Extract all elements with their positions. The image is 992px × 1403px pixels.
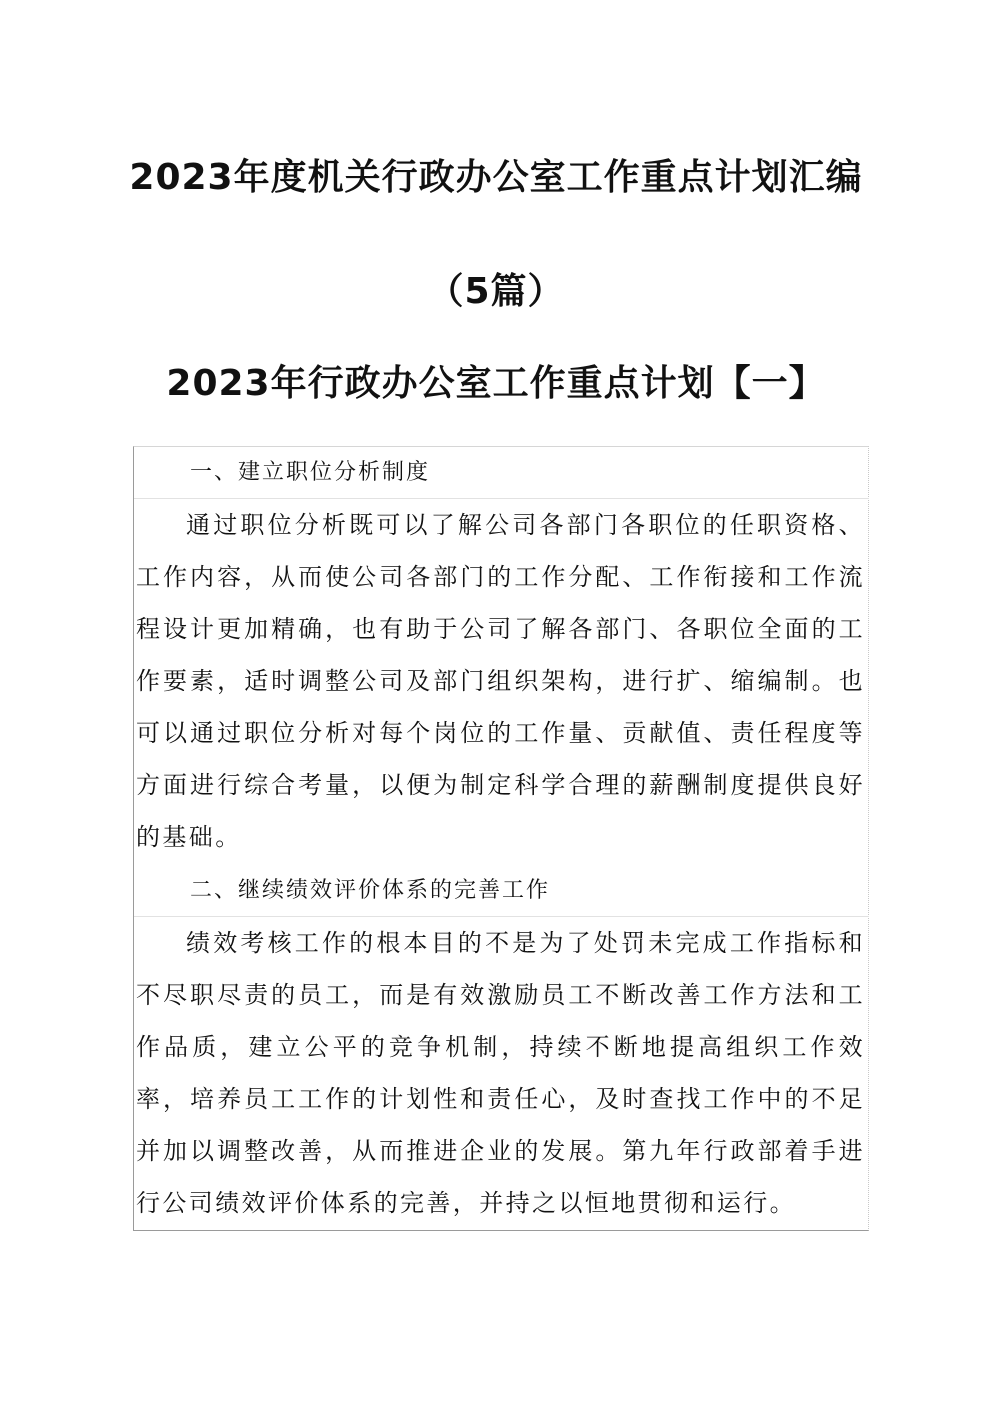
document-title: 2023年度机关行政办公室工作重点计划汇编	[129, 157, 863, 198]
section-paragraph: 通过职位分析既可以了解公司各部门各职位的任职资格、工作内容，从而使公司各部门的工作分配、工作衔接和工作流程设计更加精确，也有助于公司了解各部门、各职位全面的工作要素，适时调整公司及部门组织架构，进行扩、缩编制。也可以通过职位分析对每个岗位的工作量、贡献值、责任程度等方面进行综合考量，以便为制定科学合理的薪酬制度提供良好的基础。	[136, 511, 865, 851]
section-title: 2023年行政办公室工作重点计划【一】	[166, 363, 826, 404]
section-paragraph-row	[134, 499, 869, 865]
section-heading: 一、建立职位分析制度	[190, 460, 431, 485]
section-paragraph: 绩效考核工作的根本目的不是为了处罚未完成工作指标和不尽职尽责的员工，而是有效激励员工不断改善工作方法和工作品质，建立公平的竞争机制，持续不断地提高组织工作效率，培养员工工作的计划性和责任心，及时查找工作中的不足并加以调整改善，从而推进企业的发展。第九年行政部着手进行公司绩效评价体系的完善，并持之以恒地贯彻和运行。	[136, 929, 865, 1217]
section-paragraph-row	[134, 917, 869, 1231]
section-heading-row	[134, 447, 869, 499]
section-heading: 二、继续绩效评价体系的完善工作	[190, 878, 551, 903]
content-table	[133, 446, 869, 1231]
section-heading-row	[134, 865, 869, 917]
document-title-count: （5篇）	[427, 271, 565, 312]
